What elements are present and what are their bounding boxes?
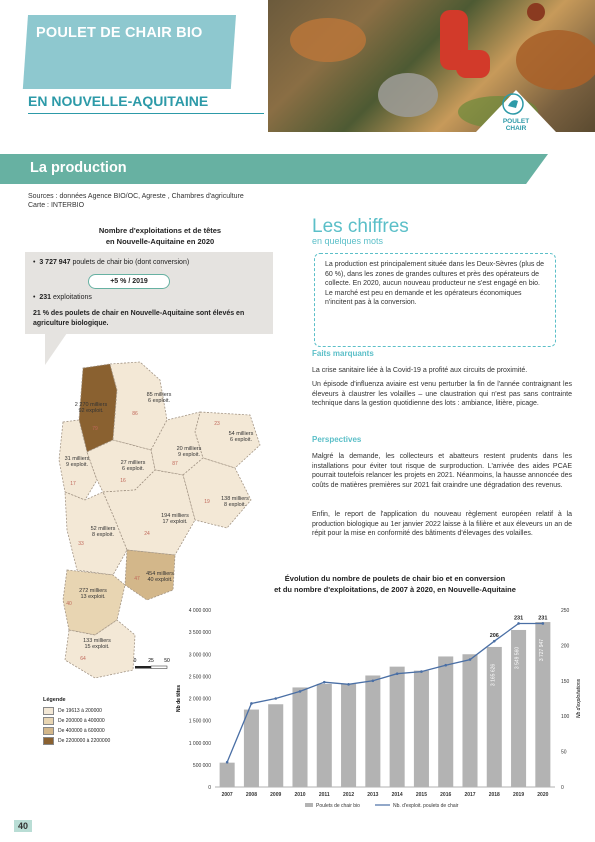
- x-tick-label: 2009: [270, 792, 282, 798]
- dept-code-40: 40: [66, 601, 72, 607]
- svg-text:0: 0: [133, 658, 137, 664]
- perspectives-title: Perspectives: [312, 435, 362, 444]
- x-tick-label: 2019: [513, 792, 525, 798]
- svg-text:25: 25: [148, 658, 154, 664]
- dept-code-23: 23: [214, 421, 220, 427]
- map-label-23b: 6 exploit.: [229, 437, 253, 443]
- chart-title-line-2: et du nombre d'exploitations, de 2007 à 2020, en Nouvelle-Aquitaine: [274, 585, 516, 594]
- bio-share-text: 21 % des poulets de chair en Nouvelle-Aquitaine sont élevés en agriculture biologique.: [33, 310, 245, 327]
- map-title-line-2: en Nouvelle-Aquitaine en 2020: [105, 237, 215, 246]
- sources: [28, 193, 244, 210]
- faits-para-2: Un épisode d'influenza aviaire est venu perturber la fin de l'année contraignant les éleveurs à claustrer les volailles – une claustration qui n'est pas sans contrainte technique dans la gestion quotidienne des lots : ambiance, litière, picage.: [312, 381, 572, 408]
- bar-value-label: 3 549 560: [514, 646, 521, 670]
- svg-text:50: 50: [164, 658, 170, 664]
- map-label-86a: 85 milliers: [146, 392, 172, 398]
- legend-swatch: [43, 707, 54, 715]
- x-tick-label: 2017: [464, 792, 476, 798]
- x-tick-label: 2014: [391, 792, 403, 798]
- x-tick-label: 2007: [221, 792, 233, 798]
- x-tick-label: 2020: [537, 792, 549, 798]
- dept-code-17: 17: [70, 481, 76, 487]
- faits-para-1: La crise sanitaire liée à la Covid-19 a profité aux circuits de proximité.: [312, 367, 528, 374]
- bar: [220, 763, 235, 787]
- map-label-19a: 138 milliers: [221, 496, 249, 502]
- farms-value: 231: [39, 294, 52, 301]
- bar: [462, 654, 477, 787]
- y-left-tick-label: 2 500 000: [188, 674, 211, 681]
- line-point: [372, 680, 375, 683]
- y-left-tick-label: 3 000 000: [188, 652, 211, 659]
- line-point: [396, 672, 399, 675]
- map-label-23a: 54 milliers: [228, 431, 254, 437]
- legend-label: De 2200000 à 2200000: [58, 738, 111, 744]
- map-label-87b: 9 exploit.: [177, 452, 201, 458]
- growth-pill: +5 % / 2019: [88, 274, 170, 289]
- map-label-64a: 133 milliers: [83, 638, 111, 644]
- line-point: [274, 697, 277, 700]
- persp-para-2: Enfin, le report de l'application du nouveau règlement européen relatif à la production biologique au 1er janvier 2022 laisse à la filière et aux éleveurs un an de répit pour la mise en conformité des bâtiments d'élevages des volailles.: [312, 511, 572, 538]
- heads-item: • 3 727 947 poulets de chair bio (dont conversion): [33, 259, 190, 266]
- section-title: La production: [30, 160, 127, 176]
- y-left-tick-label: 1 500 000: [188, 718, 211, 725]
- farms-item: • 231 exploitations: [33, 294, 92, 301]
- bar: [317, 684, 332, 787]
- map-label-40b: 13 exploit.: [80, 594, 106, 600]
- x-tick-label: 2016: [440, 792, 452, 798]
- production-chart: [170, 595, 590, 820]
- map-label-33b: 8 exploit.: [91, 532, 115, 538]
- legend-label: De 200000 à 400000: [58, 718, 105, 724]
- bar: [390, 667, 405, 787]
- y-left-tick-label: 500 000: [192, 762, 211, 769]
- line-point: [493, 640, 496, 643]
- region-title: EN NOUVELLE-AQUITAINE: [28, 93, 209, 109]
- map-label-19b: 8 exploit.: [223, 502, 247, 508]
- line-point: [444, 664, 447, 667]
- x-tick-label: 2008: [245, 792, 257, 798]
- map-label-79b: 92 exploit.: [78, 408, 104, 414]
- y-right-tick-label: 100: [561, 714, 570, 721]
- dept-code-24: 24: [144, 531, 150, 537]
- dept-code-79: 79: [92, 426, 98, 432]
- x-tick-label: 2010: [294, 792, 306, 798]
- dept-code-86: 86: [132, 411, 138, 417]
- y-left-tick-label: 4 000 000: [188, 608, 211, 614]
- dept-code-16: 16: [120, 478, 126, 484]
- chart-legend-line-label: Nb. d'exploit. poulets de chair: [393, 803, 459, 809]
- line-point: [469, 658, 472, 661]
- chart-title: [215, 573, 575, 595]
- region-underline: [28, 113, 264, 114]
- page-title: POULET DE CHAIR BIO: [36, 25, 203, 41]
- map-label-16a: 27 milliers: [120, 460, 146, 466]
- chart-legend-bar-swatch: [305, 803, 313, 807]
- map-label-87a: 20 milliers: [176, 446, 202, 452]
- y-left-tick-label: 3 500 000: [188, 630, 211, 637]
- y-left-tick-label: 0: [208, 785, 211, 791]
- bar-value-label: 3 165 626: [490, 663, 497, 687]
- legend-item: [43, 737, 123, 745]
- map-label-17b: 9 exploit.: [65, 462, 89, 468]
- map-label-47a: 454 milliers: [146, 571, 174, 577]
- chicken-icon: [500, 92, 526, 116]
- map-label-64b: 15 exploit.: [84, 644, 110, 650]
- y-right-tick-label: 250: [561, 608, 570, 614]
- y-right-tick-label: 0: [561, 785, 564, 791]
- bar: [268, 704, 283, 787]
- bar: [244, 710, 259, 787]
- badge-line-2: CHAIR: [505, 125, 527, 132]
- legend-item: [43, 727, 123, 735]
- dept-code-64: 64: [80, 656, 86, 662]
- line-point: [323, 681, 326, 684]
- x-tick-label: 2015: [415, 792, 427, 798]
- bar-value-label: 3 727 947: [538, 638, 545, 662]
- map-label-24a: 194 milliers: [161, 513, 189, 519]
- legend-items: [43, 707, 123, 745]
- line-point: [226, 761, 229, 764]
- legend-item: [43, 717, 123, 725]
- persp-para-1: Malgré la demande, les collecteurs et abatteurs restent prudents dans les installations pour éviter tout risque de surproduction. L'arrivée des aides PCAE pourrait toutefois relancer les projets en 2021. Néanmoins, la hausse annoncée des coûts de matières premières sur 2021 fait craindre une dégradation des revenus.: [312, 453, 572, 489]
- map-label-40a: 272 milliers: [79, 588, 107, 594]
- line-point: [299, 690, 302, 693]
- chiffres-subtitle: en quelques mots: [312, 236, 384, 246]
- line-point-label: 231: [538, 615, 548, 622]
- map-title-line-1: Nombre d'exploitations et de têtes: [98, 226, 222, 235]
- map-label-79a: 2 270 milliers: [74, 402, 108, 408]
- map-scale-bar: [134, 658, 170, 669]
- map-legend: [43, 697, 123, 747]
- line-point-label: 231: [513, 615, 524, 622]
- legend-swatch: [43, 717, 54, 725]
- page-number: 40: [14, 820, 32, 832]
- chiffres-title: Les chiffres: [312, 216, 409, 237]
- line-point: [542, 622, 545, 625]
- legend-swatch: [43, 737, 54, 745]
- heads-value: 3 727 947: [39, 259, 71, 266]
- y-right-tick-label: 150: [561, 678, 570, 685]
- bar: [365, 675, 380, 787]
- legend-item: [43, 707, 123, 715]
- map-title: [60, 225, 260, 247]
- bar: [292, 687, 307, 787]
- chart-title-line-1: Évolution du nombre de poulets de chair bio et en conversion: [284, 574, 506, 583]
- x-tick-label: 2013: [367, 792, 379, 798]
- map-label-86b: 6 exploit.: [147, 398, 171, 404]
- legend-swatch: [43, 727, 54, 735]
- map-label-47b: 40 exploit.: [147, 577, 173, 583]
- y-left-tick-label: 2 000 000: [188, 696, 211, 703]
- farms-label: exploitations: [51, 294, 92, 301]
- dept-code-33: 33: [78, 541, 84, 547]
- bar: [341, 684, 356, 787]
- chart-legend-bar-label: Poulets de chair bio: [316, 803, 360, 809]
- y-right-axis-label: Nb d'exploitations: [576, 678, 582, 719]
- dept-code-87: 87: [172, 461, 178, 467]
- x-tick-label: 2011: [318, 792, 330, 798]
- heads-label: poulets de chair bio (dont conversion): [70, 259, 190, 266]
- line-point: [347, 683, 350, 686]
- y-right-tick-label: 50: [561, 749, 567, 756]
- dept-code-19: 19: [204, 499, 210, 505]
- line-point: [250, 702, 253, 705]
- y-left-tick-label: 1 000 000: [188, 740, 211, 747]
- bar: [438, 656, 453, 787]
- map-label-33a: 52 milliers: [90, 526, 116, 532]
- bar: [414, 671, 429, 787]
- line-point: [420, 670, 423, 673]
- line-point-label: 206: [489, 633, 499, 640]
- legend-label: De 19613 à 200000: [58, 708, 102, 714]
- legend-label: De 400000 à 600000: [58, 728, 105, 734]
- intro-box: La production est principalement située dans les Deux-Sèvres (plus de 60 %), dans les zones de grandes cultures et près des opérateurs de collecte. En 2020, aucun nouveau producteur ne s'est engagé en bio. Le marché est peu en demande et les opérateurs économiques n'incitent pas à la conversion.: [314, 253, 556, 347]
- map-label-17a: 31 milliers: [64, 456, 90, 462]
- line-point: [517, 622, 520, 625]
- y-left-axis-label: Nb de têtes: [176, 685, 182, 712]
- map-label-16b: 6 exploit.: [121, 466, 145, 472]
- x-tick-label: 2012: [343, 792, 355, 798]
- sources-line: Sources : données Agence BIO/OC, Agreste , Chambres d'agriculture: [28, 193, 244, 200]
- badge-label: [479, 118, 553, 132]
- legend-title: Légende: [43, 697, 66, 703]
- y-right-tick-label: 200: [561, 643, 570, 650]
- faits-title: Faits marquants: [312, 349, 374, 358]
- dept-code-47: 47: [134, 576, 140, 582]
- map-label-24b: 17 exploit.: [162, 519, 188, 525]
- badge-line-1: POULET: [502, 118, 530, 125]
- x-tick-label: 2018: [488, 792, 500, 798]
- map-source-line: Carte : INTERBIO: [28, 201, 85, 209]
